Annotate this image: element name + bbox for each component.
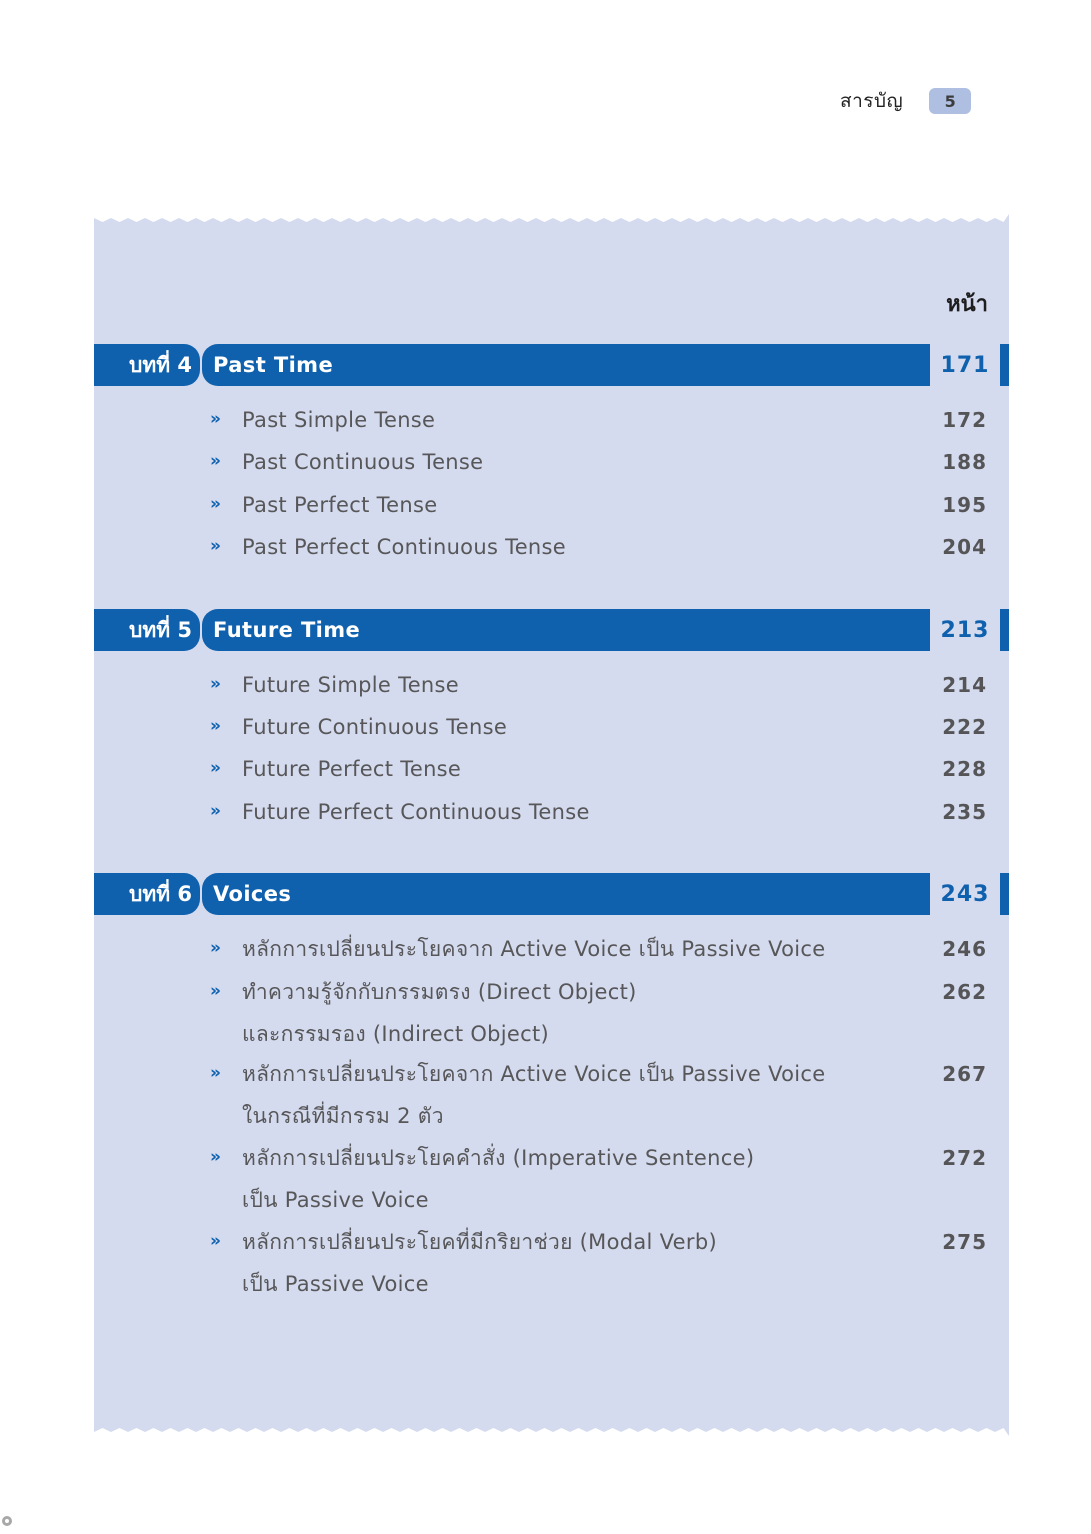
- registration-mark-icon: [2, 1516, 12, 1526]
- entry-title: หลักการเปลี่ยนประโยคคำสั่ง (Imperative Sentence): [242, 1146, 755, 1170]
- toc-entry[interactable]: [210, 977, 990, 1061]
- page-column-header: หน้า: [946, 292, 988, 317]
- entry-page-number: 172: [942, 408, 987, 432]
- chapter-end-tab: [1000, 609, 1009, 651]
- entry-page-number: 195: [942, 493, 987, 517]
- chapter-end-tab: [1000, 344, 1009, 386]
- page-number-badge: 5: [929, 88, 971, 114]
- double-chevron-icon: »: [210, 981, 221, 1001]
- entry-title: Past Simple Tense: [242, 408, 436, 432]
- double-chevron-icon: »: [210, 409, 221, 429]
- entry-title: Future Simple Tense: [242, 673, 459, 697]
- toc-entry[interactable]: [210, 447, 990, 489]
- double-chevron-icon: »: [210, 674, 221, 694]
- double-chevron-icon: »: [210, 536, 221, 556]
- entry-page-number: 275: [942, 1230, 987, 1254]
- toc-entry[interactable]: [210, 670, 990, 712]
- entry-title: หลักการเปลี่ยนประโยคจาก Active Voice เป็น Passive Voice: [242, 1062, 826, 1086]
- entry-page-number: 235: [942, 800, 987, 824]
- toc-entry[interactable]: [210, 797, 990, 839]
- chapter-page-number: 243: [940, 881, 990, 907]
- running-head: [840, 86, 971, 116]
- double-chevron-icon: »: [210, 451, 221, 471]
- entry-page-number: 267: [942, 1062, 987, 1086]
- entry-title: Past Perfect Continuous Tense: [242, 535, 567, 559]
- double-chevron-icon: »: [210, 758, 221, 778]
- toc-entry[interactable]: [210, 1143, 990, 1227]
- chapter-title: Voices: [202, 873, 930, 915]
- entry-page-number: 262: [942, 980, 987, 1004]
- chapter-page-number: 171: [940, 352, 990, 378]
- chapter-label: บทที่ 6: [94, 873, 200, 915]
- entry-title: Future Perfect Tense: [242, 757, 462, 781]
- chapter-header-6[interactable]: [94, 873, 1009, 915]
- running-head-title: สารบัญ: [840, 90, 904, 112]
- entry-title-continuation: และกรรมรอง (Indirect Object): [242, 1022, 550, 1046]
- double-chevron-icon: »: [210, 1231, 221, 1251]
- toc-entry[interactable]: [210, 405, 990, 447]
- entry-title-continuation: เป็น Passive Voice: [242, 1188, 429, 1212]
- entry-title: Past Continuous Tense: [242, 450, 484, 474]
- entry-title: Future Perfect Continuous Tense: [242, 800, 590, 824]
- entry-page-number: 188: [942, 450, 987, 474]
- entry-page-number: 204: [942, 535, 987, 559]
- double-chevron-icon: »: [210, 1147, 221, 1167]
- toc-entry[interactable]: [210, 1059, 990, 1143]
- double-chevron-icon: »: [210, 494, 221, 514]
- double-chevron-icon: »: [210, 1063, 221, 1083]
- entry-title-continuation: เป็น Passive Voice: [242, 1272, 429, 1296]
- double-chevron-icon: »: [210, 938, 221, 958]
- entry-page-number: 214: [942, 673, 987, 697]
- entry-page-number: 246: [942, 937, 987, 961]
- entry-page-number: 228: [942, 757, 987, 781]
- chapter-end-tab: [1000, 873, 1009, 915]
- chapter-label: บทที่ 4: [94, 344, 200, 386]
- entry-page-number: 222: [942, 715, 987, 739]
- toc-entry[interactable]: [210, 1227, 990, 1311]
- chapter-header-4[interactable]: [94, 344, 1009, 386]
- zigzag-bottom-edge: [94, 1428, 1009, 1436]
- chapter-page-number: 213: [940, 617, 990, 643]
- chapter-title: Past Time: [202, 344, 930, 386]
- toc-entry[interactable]: [210, 754, 990, 796]
- chapter-header-5[interactable]: [94, 609, 1009, 651]
- entry-title: Past Perfect Tense: [242, 493, 438, 517]
- zigzag-top-edge: [94, 214, 1009, 222]
- entry-page-number: 272: [942, 1146, 987, 1170]
- chapter-title: Future Time: [202, 609, 930, 651]
- entry-title-continuation: ในกรณีที่มีกรรม 2 ตัว: [242, 1104, 444, 1128]
- double-chevron-icon: »: [210, 801, 221, 821]
- chapter-label: บทที่ 5: [94, 609, 200, 651]
- entry-title: หลักการเปลี่ยนประโยคจาก Active Voice เป็น Passive Voice: [242, 937, 826, 961]
- toc-entry[interactable]: [210, 712, 990, 754]
- entry-title: ทำความรู้จักกับกรรมตรง (Direct Object): [242, 980, 637, 1004]
- toc-entry[interactable]: [210, 934, 990, 976]
- entry-title: Future Continuous Tense: [242, 715, 508, 739]
- toc-entry[interactable]: [210, 532, 990, 574]
- entry-title: หลักการเปลี่ยนประโยคที่มีกริยาช่วย (Modal Verb): [242, 1230, 717, 1254]
- toc-entry[interactable]: [210, 490, 990, 532]
- double-chevron-icon: »: [210, 716, 221, 736]
